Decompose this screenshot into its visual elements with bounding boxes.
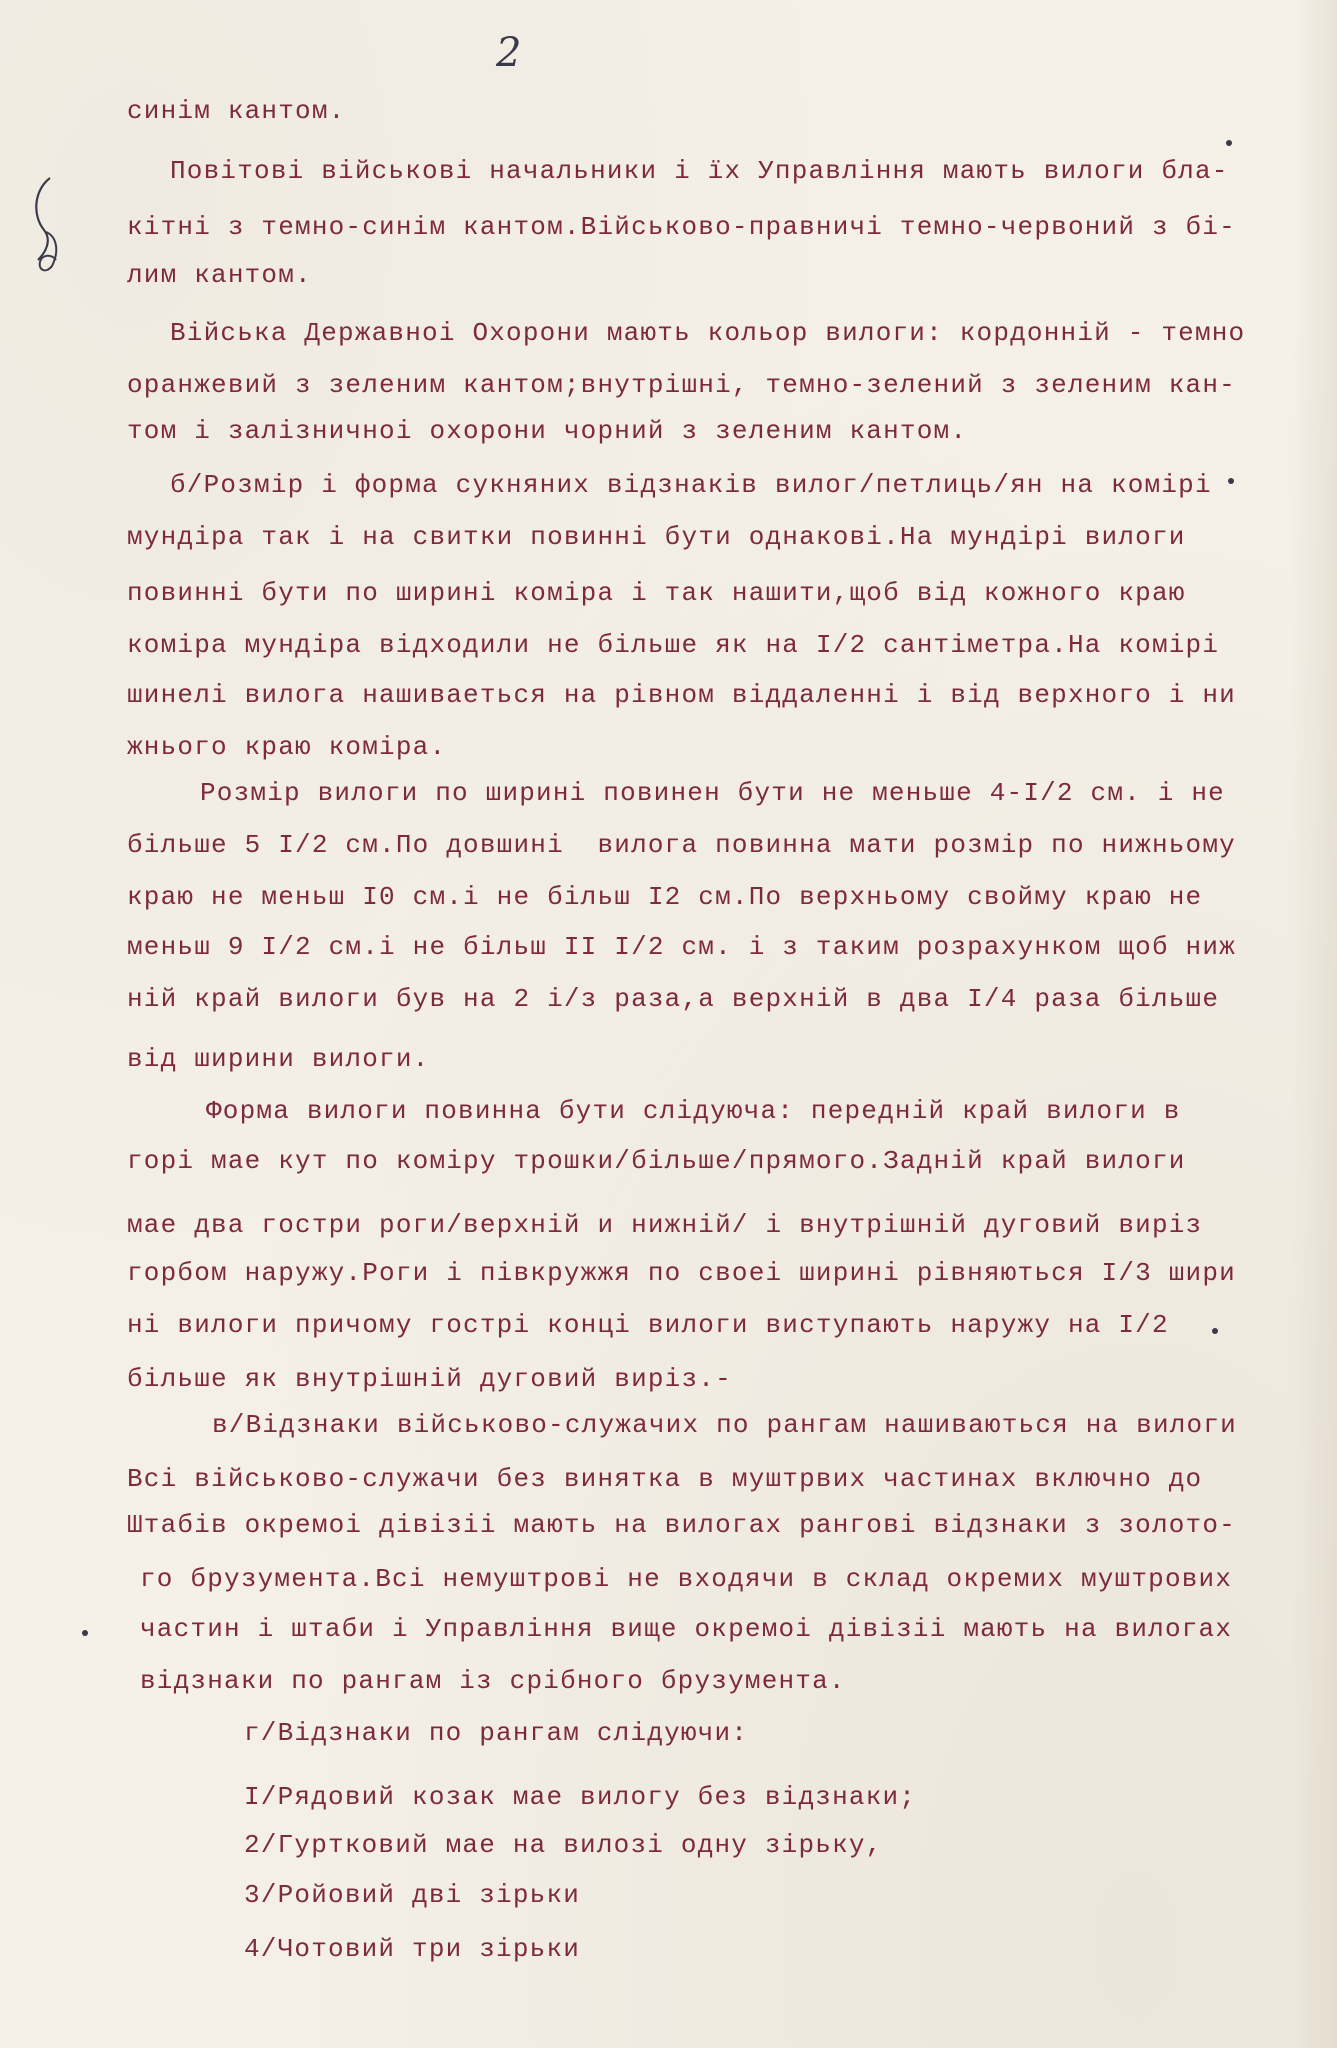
- text-line: том і залізничноі охорони чорний з зеленим кантом.: [127, 416, 968, 446]
- text-line: Всі військово-служачи без винятка в муштрвих частинах включно до: [127, 1464, 1203, 1494]
- text-line: мае два гостри роги/верхній и нижній/ і внутрішній дуговий виріз: [127, 1210, 1203, 1240]
- page-number: 2: [496, 30, 522, 76]
- text-line: 4/Чотовий три зірьки: [244, 1934, 581, 1964]
- text-line: 3/Ройовий дві зірьки: [244, 1880, 581, 1910]
- text-line: Форма вилоги повинна бути слідуюча: передній край вилоги в: [206, 1096, 1181, 1126]
- ink-dot: [1212, 1328, 1218, 1334]
- text-line: повинні бути по ширині коміра і так нашити,щоб від кожного краю: [127, 578, 1186, 608]
- ink-dot: [82, 1630, 88, 1636]
- text-line: Штабів окремоі дівізіі мають на вилогах рангові відзнаки з золото-: [127, 1510, 1236, 1540]
- text-line: жнього краю коміра.: [127, 732, 447, 762]
- text-line: кітні з темно-синім кантом.Військово-правничі темно-червоний з бі-: [127, 212, 1236, 242]
- text-line: Розмір вилоги по ширині повинен бути не меньше 4-І/2 см. і не: [200, 778, 1225, 808]
- text-line: лим кантом.: [127, 260, 312, 290]
- text-line: Війська Державноі Охорони мають кольор вилоги: кордонній - темно: [170, 318, 1246, 348]
- text-line: ній край вилоги був на 2 і/з раза,а верхній в два І/4 раза більше: [127, 984, 1220, 1014]
- text-line: шинелі вилога нашиваеться на рівном віддаленні і від верхного і ни: [127, 680, 1236, 710]
- paper-edge-shadow: [1291, 0, 1337, 2048]
- text-line: Повітові військові начальники і їх Управління мають вилоги бла-: [170, 156, 1229, 186]
- text-line: частин і штаби і Управління вище окремоі дівізіі мають на вилогах: [140, 1614, 1233, 1644]
- text-line: І/Рядовий козак мае вилогу без відзнаки;: [244, 1782, 917, 1812]
- text-line: відзнаки по рангам із срібного брузумента.: [140, 1666, 846, 1696]
- text-line: від ширини вилоги.: [127, 1044, 430, 1074]
- text-line: меньш 9 І/2 см.і не більш ІІ І/2 см. і з таким розрахунком щоб ниж: [127, 932, 1236, 962]
- text-line: краю не меньш І0 см.і не більш І2 см.По верхньому свойму краю не: [127, 882, 1203, 912]
- text-line: мундіра так і на свитки повинні бути однакові.На мундірі вилоги: [127, 522, 1186, 552]
- text-line: коміра мундіра відходили не більше як на І/2 сантіметра.На комірі: [127, 630, 1220, 660]
- text-line: більше 5 І/2 см.По довшині вилога повинна мати розмір по нижньому: [127, 830, 1236, 860]
- text-line: більше як внутрішній дуговий виріз.-: [127, 1364, 732, 1394]
- text-line: го брузумента.Всі немуштрові не входячи в склад окремих муштрових: [140, 1564, 1233, 1594]
- text-line: ні вилоги причому гострі концi вилоги виступають наружу на І/2: [127, 1310, 1169, 1340]
- ink-dot: [1226, 140, 1232, 146]
- text-line: 2/Гуртковий мае на вилозі одну зірьку,: [244, 1830, 883, 1860]
- text-line: синім кантом.: [127, 96, 346, 126]
- text-line: оранжевий з зеленим кантом;внутрішні, темно-зелений з зеленим кан-: [127, 370, 1236, 400]
- margin-pencil-mark: [16, 170, 76, 280]
- ink-dot: [1228, 478, 1234, 484]
- text-line: горбом наружу.Роги і півкружжя по своеі ширині рівняються І/3 шири: [127, 1258, 1236, 1288]
- text-line: горі мае кут по коміру трошки/більше/прямого.Задній край вилоги: [127, 1146, 1186, 1176]
- text-line: в/Відзнаки військово-служачих по рангам нашиваються на вилоги: [212, 1410, 1237, 1440]
- text-line: г/Відзнаки по рангам слідуючи:: [244, 1718, 749, 1748]
- text-line: б/Розмір і форма сукняних відзнаків вилог/петлиць/ян на комірі: [170, 470, 1212, 500]
